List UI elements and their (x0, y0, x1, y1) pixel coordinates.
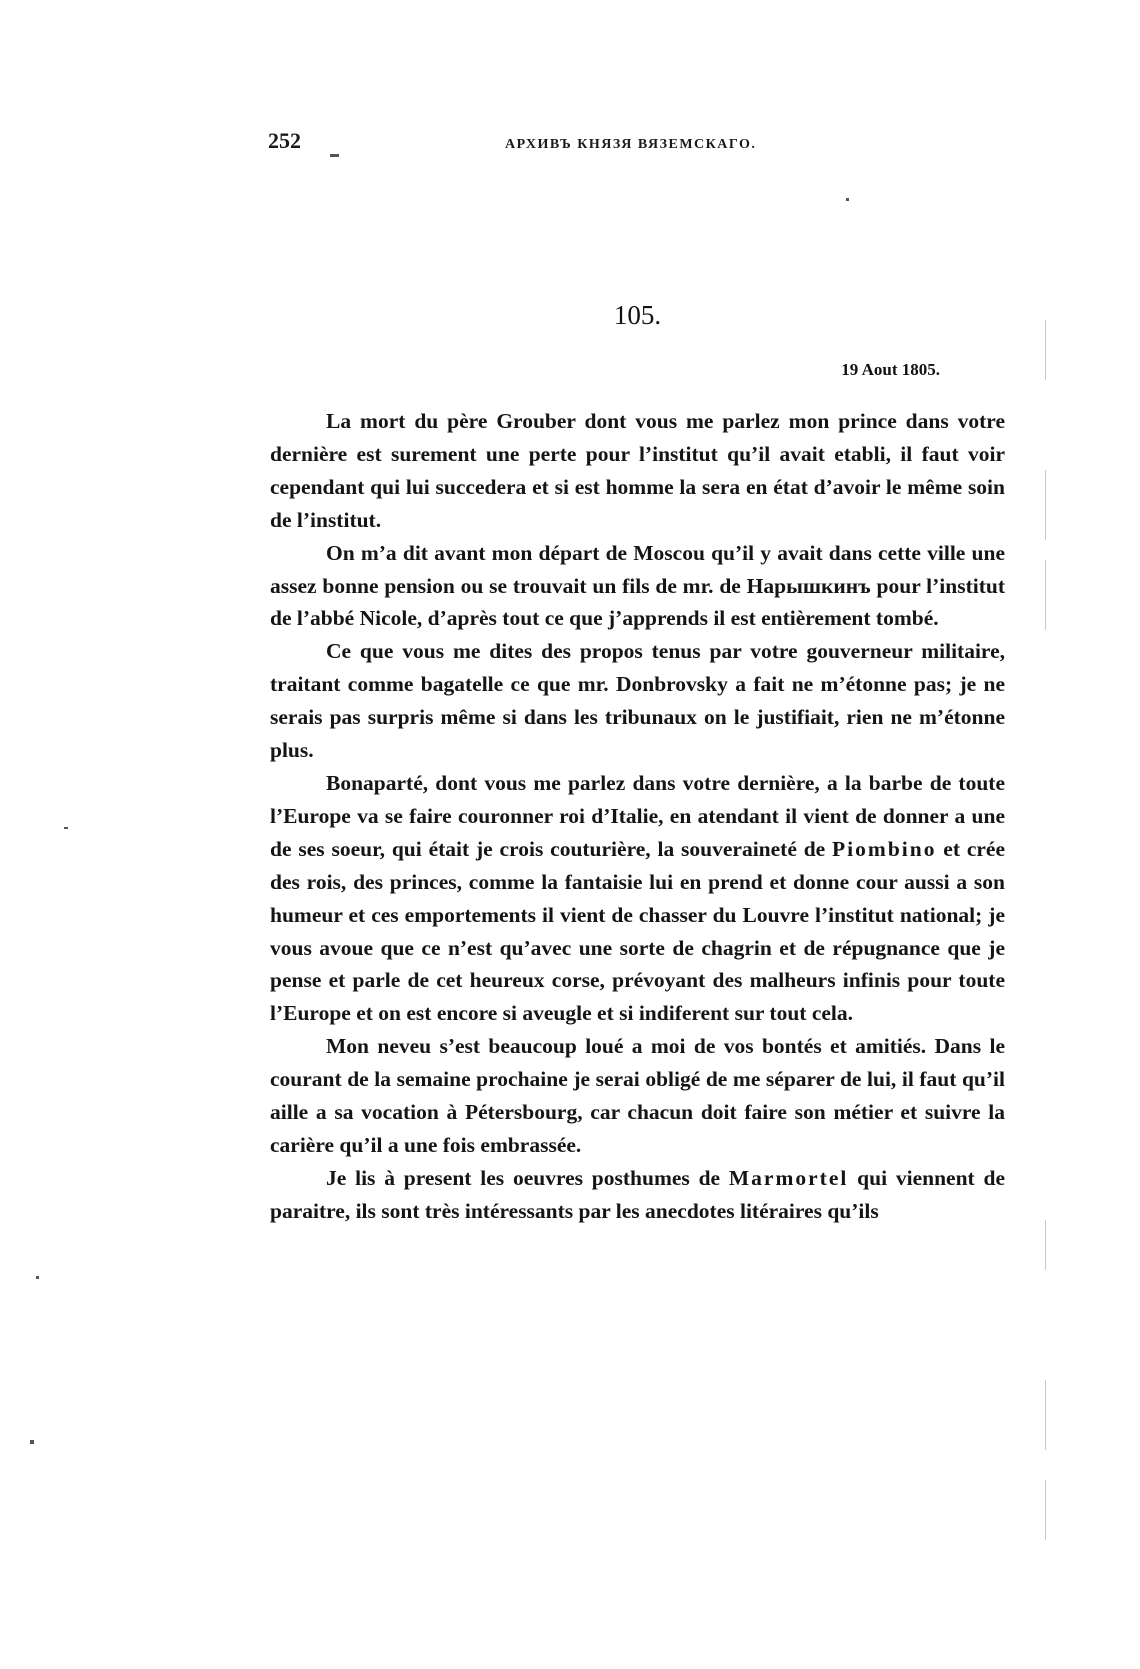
paragraph-text: Mon neveu s’est beaucoup loué a moi de vos bontés et amitiés. Dans le courant de la semaine prochaine je serai obligé de me séparer de lui, il faut qu’il aille a sa vocation à Pétersbourg, car chacun doit faire son métier et suivre la carière qu’il a une fois embrassée. (270, 1034, 1005, 1157)
scan-edge-line (1045, 560, 1046, 630)
spaced-name: Marmortel (728, 1165, 849, 1190)
paragraph (270, 1162, 1005, 1228)
scan-speck (36, 1276, 39, 1279)
paragraph-text: Je lis à present les oeuvres posthumes de (326, 1165, 729, 1190)
scan-speck (30, 1440, 34, 1444)
spaced-name: Piombino (832, 836, 937, 861)
paragraph (270, 767, 1005, 1030)
letter-body (270, 405, 1005, 1228)
scan-edge-line (1045, 1220, 1046, 1270)
letter-date: 19 Aout 1805. (841, 360, 940, 379)
scan-edge-line (1045, 1480, 1046, 1540)
scan-speck (64, 827, 68, 829)
paragraph (270, 1030, 1005, 1162)
paragraph-text: et crée des rois, des princes, comme la fantaisie lui en prend et donne cour aussi a son humeur et ces emportements il vient de chasser du Louvre l’institut national; je vous avoue que ce n’est qu’avec une sorte de chagrin et de répugnance que je pense et parle de cet heureux corse, prévoyant des malheurs infinis pour toute l’Europe et on est encore si aveugle et si indiferent sur tout cela. (270, 836, 1005, 1026)
scan-speck (846, 198, 849, 201)
paragraph (270, 405, 1005, 537)
paragraph (270, 635, 1005, 767)
scan-edge-line (1045, 1380, 1046, 1450)
paragraph-text: Bonaparté, dont vous me parlez dans votre dernière, a la barbe de toute l’Europe va se faire couronner roi d’Italie, en atendant il vient de donner a une de ses soeur, qui était je crois couturière, la souveraineté de (270, 770, 1005, 861)
scan-speck (330, 154, 339, 157)
running-title: АРХИВЪ КНЯЗЯ ВЯЗЕМСКАГО. (505, 137, 757, 152)
paragraph (270, 537, 1005, 636)
paragraph-text: La mort du père Grouber dont vous me parlez mon prince dans votre dernière est surement une perte pour l’institut qu’il avait etabli, il faut voir cependant qui lui succedera et si est homme la sera en état d’avoir le même soin de l’institut. (270, 409, 1005, 532)
paragraph-text: Ce que vous me dites des propos tenus par votre gouverneur militaire, traitant comme bagatelle ce que mr. Donbrovsky a fait ne m’étonne pas; je ne serais pas surpris même si dans les tribunaux on le justifiait, rien ne m’étonne plus. (270, 639, 1005, 763)
page-number: 252 (268, 128, 301, 153)
paragraph-text: qui viennent de paraitre, ils sont très intéressants par les anecdotes litéraires qu’ils (270, 1165, 1005, 1223)
scan-edge-line (1045, 320, 1046, 380)
scan-edge-line (1045, 470, 1046, 540)
paragraph-text: On m’a dit avant mon départ de Moscou qu’il y avait dans cette ville une assez bonne pension ou se trouvait un fils de mr. de Нарышкинъ pour l’institut de l’abbé Nicole, d’après tout ce que j’apprends il est entièrement tombé. (270, 540, 1005, 631)
letter-number: 105. (613, 300, 662, 330)
